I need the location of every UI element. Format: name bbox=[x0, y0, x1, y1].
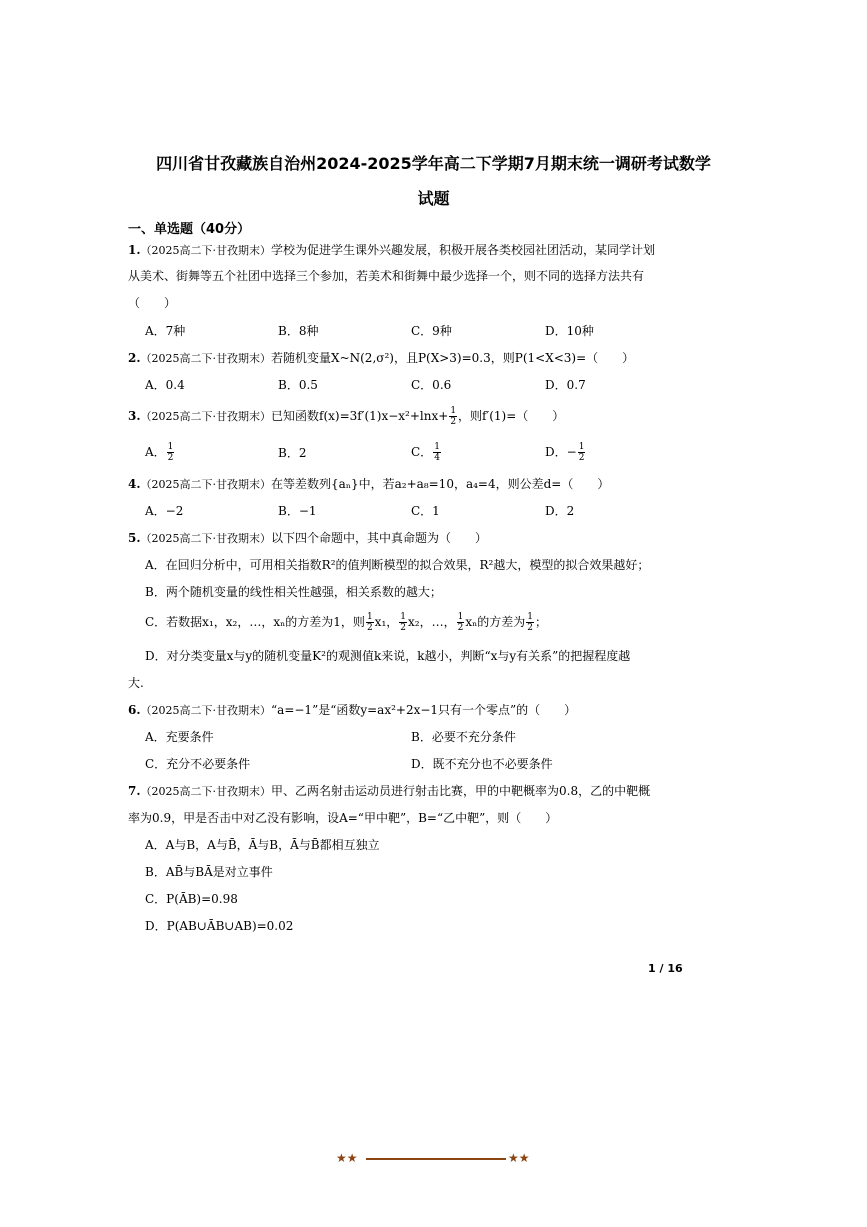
footer-decoration bbox=[336, 1150, 536, 1168]
question-1 bbox=[128, 242, 728, 259]
fraction bbox=[449, 406, 457, 427]
q6-option-d: D．既不充分也不必要条件 bbox=[411, 757, 553, 771]
question-source: （2025高二下·甘孜期末） bbox=[140, 478, 272, 491]
q5-option-a: A．在回归分析中，可用相关指数R²的值判断模型的拟合效果，R²越大，模型的拟合效果越好； bbox=[145, 558, 650, 572]
q6-option-a: A．充要条件 bbox=[145, 730, 214, 744]
q2-option-d: D．0.7 bbox=[545, 378, 586, 392]
question-number: 5. bbox=[128, 531, 141, 545]
page-number: 1 / 16 bbox=[648, 962, 683, 975]
numerator: 1 bbox=[578, 442, 585, 452]
q2-option-b: B．0.5 bbox=[278, 378, 318, 392]
q5-option-d: D．对分类变量x与y的随机变量K²的观测值k来说，k越小，判断“x与y有关系”的把握程度越 bbox=[145, 649, 631, 663]
fraction bbox=[167, 442, 175, 463]
q5-option-b: B．两个随机变量的线性相关性越强，相关系数的越大； bbox=[145, 585, 442, 599]
option-text: xₙ的方差为 bbox=[465, 615, 526, 629]
q6-option-c: C．充分不必要条件 bbox=[145, 757, 251, 771]
numerator: 1 bbox=[434, 442, 440, 452]
question-5 bbox=[128, 530, 728, 547]
numerator: 1 bbox=[450, 406, 457, 416]
q1-option-a: A．7种 bbox=[145, 324, 186, 338]
option-text: x₂，…， bbox=[408, 615, 456, 629]
q4-option-b: B．−1 bbox=[278, 504, 317, 518]
question-2 bbox=[128, 350, 728, 367]
numerator: 1 bbox=[400, 612, 406, 622]
section-heading: 一、单选题（40分） bbox=[128, 222, 251, 237]
fraction bbox=[366, 612, 374, 633]
q6-option-b: B．必要不充分条件 bbox=[411, 730, 516, 744]
q3-option-a bbox=[145, 442, 175, 463]
star-icon-left: ★★ bbox=[336, 1151, 358, 1165]
q4-option-c: C．1 bbox=[411, 504, 440, 518]
denominator: 4 bbox=[434, 453, 440, 463]
question-source: （2025高二下·甘孜期末） bbox=[140, 532, 272, 545]
question-7 bbox=[128, 783, 728, 800]
q4-option-d: D．2 bbox=[545, 504, 575, 518]
question-text: 已知函数f(x)=3f′(1)x−x²+lnx+ bbox=[271, 409, 449, 423]
option-text: C．若数据x₁，x₂，…，xₙ的方差为1，则 bbox=[145, 615, 365, 629]
question-source: （2025高二下·甘孜期末） bbox=[140, 244, 272, 257]
question-number: 2. bbox=[128, 351, 141, 365]
denominator: 2 bbox=[457, 623, 464, 633]
q7-option-c: C．P(ĀB)=0.98 bbox=[145, 892, 238, 906]
option-label: D．− bbox=[545, 445, 577, 459]
q3-option-d bbox=[545, 442, 586, 463]
q7-option-b: B．AB̄与BĀ是对立事件 bbox=[145, 865, 273, 879]
q1-option-b: B．8种 bbox=[278, 324, 319, 338]
question-1-line2: 从美术、街舞等五个社团中选择三个参加，若美术和街舞中最少选择一个，则不同的选择方法共有 bbox=[128, 269, 645, 283]
q2-option-a: A．0.4 bbox=[145, 378, 185, 392]
option-label: A． bbox=[145, 445, 166, 459]
denominator: 2 bbox=[167, 453, 174, 463]
question-number: 4. bbox=[128, 477, 141, 491]
document-title-line2: 试题 bbox=[417, 189, 450, 208]
question-text: 以下四个命题中，其中真命题为（ ） bbox=[271, 531, 488, 545]
question-text: 在等差数列{aₙ}中，若a₂+a₈=10，a₄=4，则公差d=（ ） bbox=[271, 477, 610, 491]
denominator: 2 bbox=[578, 453, 585, 463]
q1-option-d: D．10种 bbox=[545, 324, 594, 338]
q1-option-c: C．9种 bbox=[411, 324, 452, 338]
denominator: 2 bbox=[400, 623, 406, 633]
numerator: 1 bbox=[457, 612, 464, 622]
question-text-end: ，则f′(1)=（ ） bbox=[458, 409, 565, 423]
question-source: （2025高二下·甘孜期末） bbox=[140, 785, 272, 798]
fraction bbox=[578, 442, 586, 463]
fraction bbox=[457, 612, 465, 633]
q3-option-c bbox=[411, 442, 442, 463]
star-icon-right: ★★ bbox=[508, 1151, 530, 1165]
question-4 bbox=[128, 476, 728, 493]
q2-option-c: C．0.6 bbox=[411, 378, 452, 392]
question-3 bbox=[128, 406, 728, 427]
question-number: 7. bbox=[128, 784, 141, 798]
fraction bbox=[526, 612, 534, 633]
q3-option-b: B．2 bbox=[278, 446, 307, 460]
document-title-line1: 四川省甘孜藏族自治州2024-2025学年高二下学期7月期末统一调研考试数学 bbox=[156, 154, 711, 173]
q5-option-c bbox=[145, 612, 547, 633]
question-text: 若随机变量X~N(2,σ²)，且P(X>3)=0.3，则P(1<X<3)=（ ） bbox=[271, 351, 635, 365]
question-source: （2025高二下·甘孜期末） bbox=[140, 410, 272, 423]
q7-option-a: A．A与B，A与B̄，Ā与B，Ā与B̄都相互独立 bbox=[145, 838, 380, 852]
option-label: C． bbox=[411, 445, 433, 459]
q5-option-d-line2: 大. bbox=[128, 676, 144, 690]
numerator: 1 bbox=[527, 612, 534, 622]
option-text: ； bbox=[535, 615, 548, 629]
q7-option-d: D．P(AB∪ĀB∪AB)=0.02 bbox=[145, 919, 294, 933]
question-number: 1. bbox=[128, 243, 141, 257]
question-6 bbox=[128, 702, 728, 719]
denominator: 2 bbox=[527, 623, 534, 633]
option-text: x₁， bbox=[374, 615, 399, 629]
question-number: 3. bbox=[128, 409, 141, 423]
question-text: 甲、乙两名射击运动员进行射击比赛，甲的中靶概率为0.8，乙的中靶概 bbox=[271, 784, 651, 798]
decorative-rule bbox=[366, 1158, 506, 1160]
question-7-line2: 率为0.9，甲是否击中对乙没有影响，设A=“甲中靶”，B=“乙中靶”，则（ ） bbox=[128, 811, 558, 825]
question-1-line3: （ ） bbox=[128, 296, 177, 310]
numerator: 1 bbox=[366, 612, 373, 622]
question-source: （2025高二下·甘孜期末） bbox=[140, 704, 272, 717]
denominator: 2 bbox=[366, 623, 373, 633]
fraction bbox=[399, 612, 407, 633]
question-text: 学校为促进学生课外兴趣发展，积极开展各类校园社团活动，某同学计划 bbox=[271, 243, 656, 257]
denominator: 2 bbox=[450, 417, 457, 427]
fraction bbox=[433, 442, 441, 463]
question-number: 6. bbox=[128, 703, 141, 717]
question-text: “a=−1”是“函数y=ax²+2x−1只有一个零点”的（ ） bbox=[271, 703, 577, 717]
q4-option-a: A．−2 bbox=[145, 504, 184, 518]
question-source: （2025高二下·甘孜期末） bbox=[140, 352, 272, 365]
numerator: 1 bbox=[167, 442, 174, 452]
